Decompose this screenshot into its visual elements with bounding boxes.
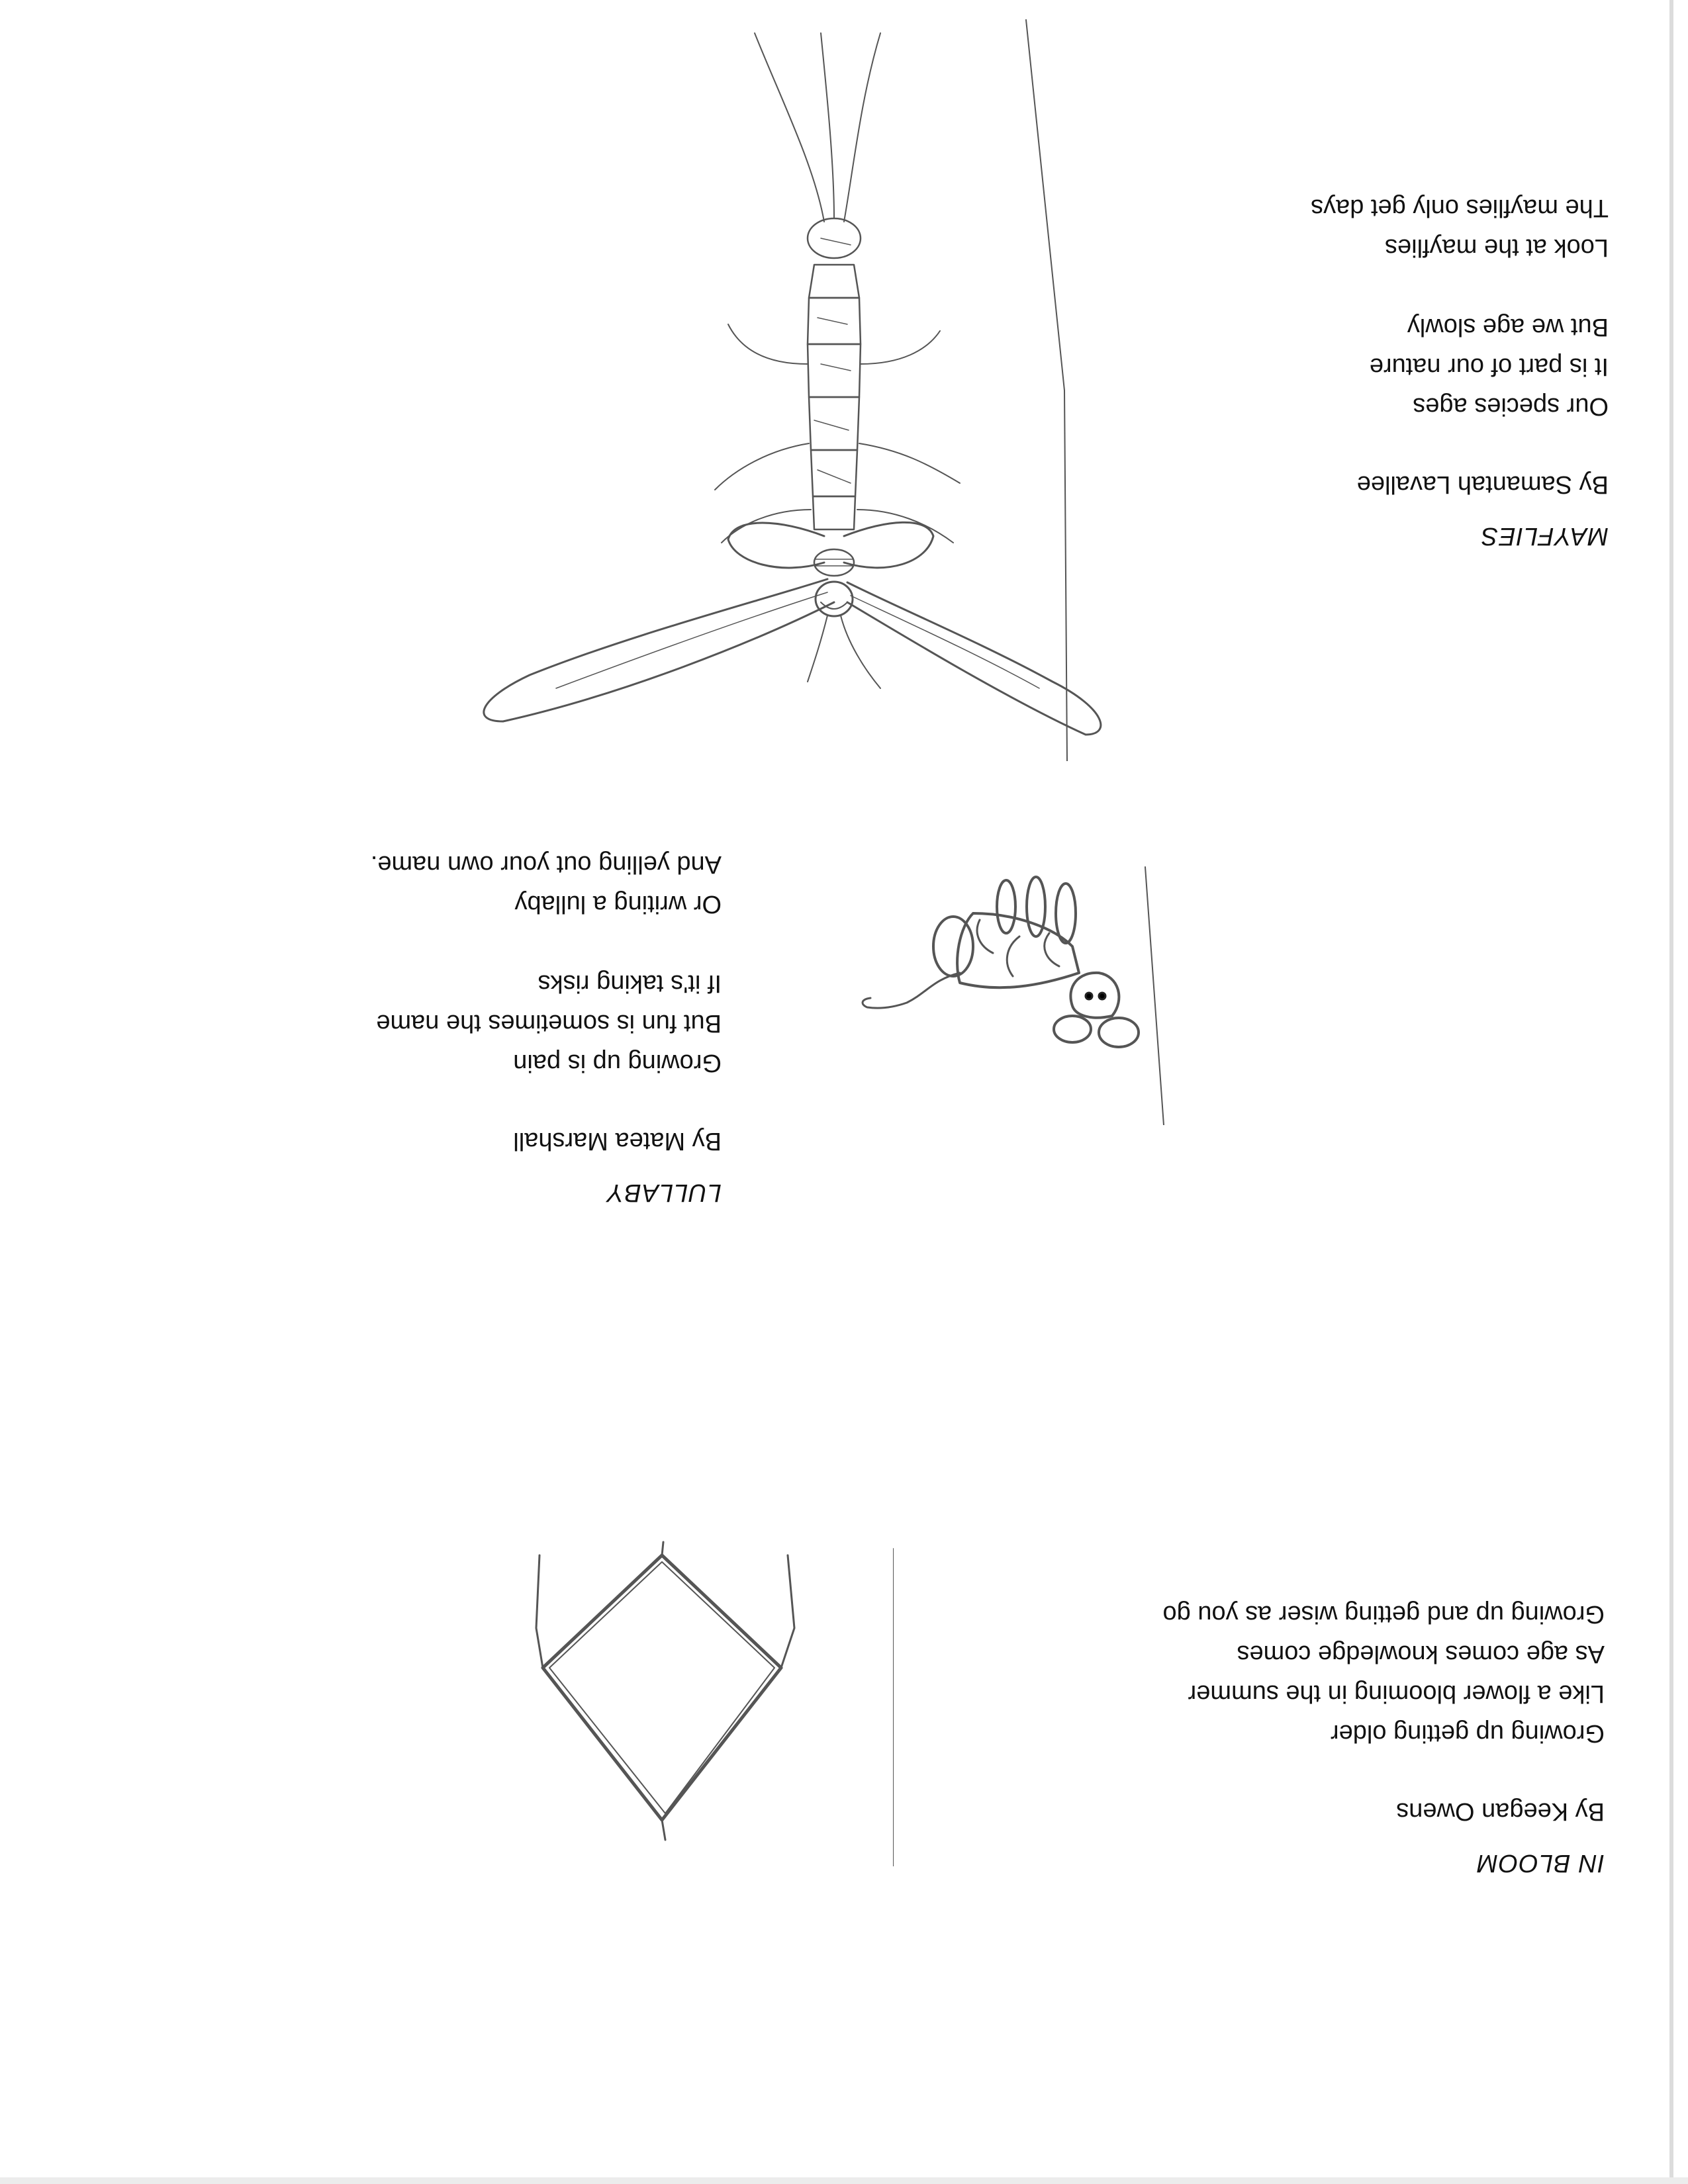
poem-line: The mayflies only get days [1311, 194, 1609, 222]
poem-line: Our species ages [1413, 392, 1609, 420]
poem-line: It is part of our nature [1369, 353, 1609, 381]
poem-line: Or writing a lullaby [514, 890, 722, 918]
poem-title: MAYFLIES [1480, 522, 1609, 550]
poem-line: But fun is sometimes the name [376, 1009, 722, 1037]
poem-line: If it's taking risks [538, 970, 722, 997]
poem-line: Like a flower blooming in the summer [1188, 1680, 1605, 1707]
poem-line: Growing up and getting wiser as you go [1162, 1600, 1605, 1628]
poem-author: By Keegan Owens [1396, 1797, 1605, 1825]
poem-title: LULLABY [606, 1179, 722, 1206]
poem-line: And yelling out your own name. [370, 850, 722, 878]
poem-author: By Samantah Lavallee [1356, 471, 1609, 498]
poem-line: Growing up is pain [513, 1049, 722, 1077]
poem-lullaby [371, 844, 722, 1212]
poem-author: By Matea Marshall [513, 1127, 722, 1155]
mouse-drawing [827, 860, 1172, 1125]
poem-in-bloom [1162, 1594, 1605, 1883]
poem-mayflies [1311, 188, 1609, 556]
poem-line: As age comes knowledge comes [1237, 1640, 1605, 1668]
poem-line: Look at the mayflies [1385, 234, 1609, 261]
poem-title: IN BLOOM [1476, 1849, 1605, 1877]
mayfly-drawing [463, 0, 1125, 761]
poem-line: But we age slowly [1407, 313, 1609, 341]
poem-line: Growing up getting older [1330, 1719, 1605, 1747]
flower-drawing [483, 1535, 894, 1866]
